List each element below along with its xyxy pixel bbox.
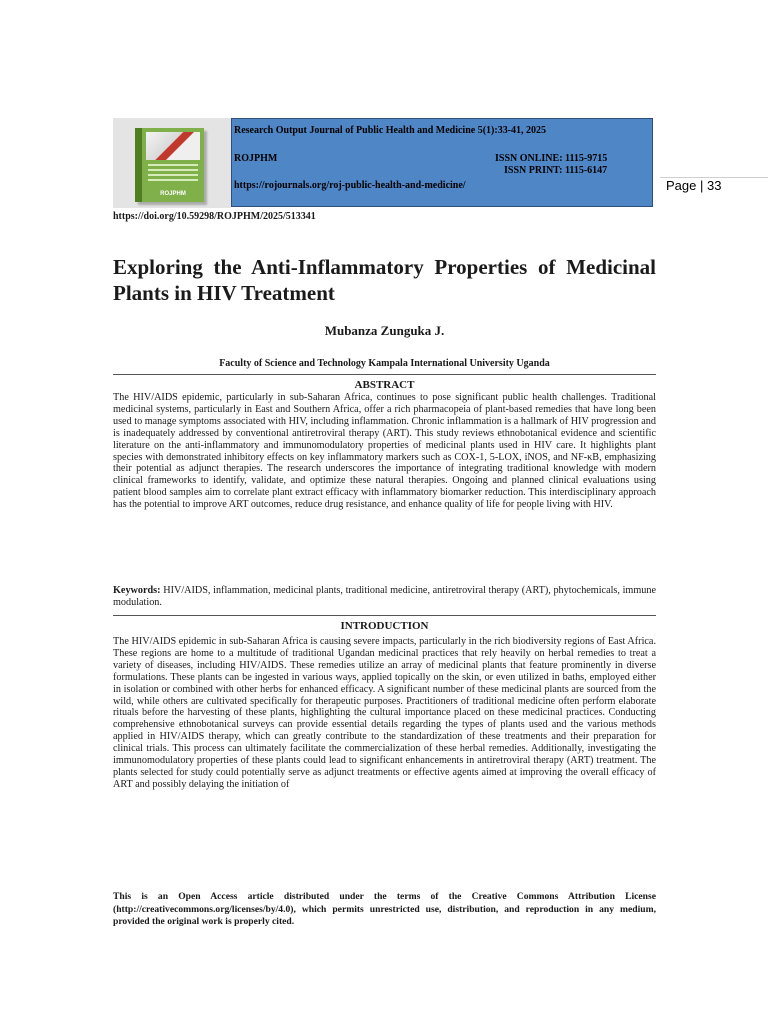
cover-artwork <box>146 132 200 160</box>
article-title: Exploring the Anti-Inflammatory Properties of Medicinal Plants in HIV Treatment <box>113 255 656 305</box>
author-name: Mubanza Zunguka J. <box>324 323 445 338</box>
journal-header-box <box>231 118 653 207</box>
keywords <box>113 585 656 609</box>
license-notice: This is an Open Access article distributed under the terms of the Creative Commons Attribution License (http://creativecommons.org/licenses/by/4.0), which permits unrestricted use, distribution, and reproduction in any medium, provided the original work is properly cited. <box>113 891 656 927</box>
issn-print: ISSN PRINT: 1115-6147 <box>504 165 608 176</box>
journal-url-link[interactable]: https://rojournals.org/roj-public-health-and-medicine/ <box>234 180 466 191</box>
cover-title-lines <box>148 164 198 184</box>
journal-abbreviation: ROJPHM <box>234 153 278 164</box>
doi-link[interactable]: https://doi.org/10.59298/ROJPHM/2025/513341 <box>113 211 316 222</box>
keywords-list: HIV/AIDS, inflammation, medicinal plants, traditional medicine, antiretroviral therapy (ART), phytochemicals, immune modulation. <box>113 585 656 608</box>
abstract-top-rule <box>113 374 656 375</box>
introduction-text: The HIV/AIDS epidemic in sub-Saharan Africa is causing severe impacts, particularly in the rich biodiversity regions of East Africa. These regions are home to a multitude of traditional Ugandan medicinal practices that rely heavily on herbal remedies to treat a variety of diseases, including HIV/AIDS. These remedies utilize an array of medicinal plants that feature prominently in diverse formulations. These plants can be ingested in various ways, applied topically on the skin, or even utilized in baths, employed either in isolation or combined with other herbs for enhanced efficacy. A significant number of these medicinal plants are sourced from the wild, while others are cultivated specifically for therapeutic purposes. Practitioners of traditional medicine often perform elaborate rituals before the harvesting of these plants, highlighting the cultural importance placed on these medicinal practices. Conducting comprehensive ethnobotanical surveys can provide essential details regarding the types of plants used and the various methods applied in HIV/AIDS therapy, which can greatly contribute to the standardization of these treatments and their preparation for clinical trials. This process can ultimately facilitate the commercialization of these herbal remedies. Additionally, investigating the immunomodulatory properties of these plants could lead to significant enhancements in antiretroviral therapy (ART) treatment. The plants selected for study could potentially serve as adjunct treatments or effective agents aimed at improving the overall efficacy of ART and possibly delaying the initiation of <box>113 636 656 790</box>
keywords-label: Keywords: <box>113 585 161 596</box>
journal-book-illustration <box>135 128 204 202</box>
journal-citation: Research Output Journal of Public Health and Medicine 5(1):33-41, 2025 <box>234 125 547 136</box>
author-affiliation: Faculty of Science and Technology Kampala International University Uganda <box>219 358 550 369</box>
page-number: Page | 33 <box>666 178 722 193</box>
cover-logo: ROJPHM <box>160 191 186 197</box>
issn-online: ISSN ONLINE: 1115-9715 <box>495 153 608 164</box>
abstract-text: The HIV/AIDS epidemic, particularly in sub-Saharan Africa, continues to pose significant public health challenges. Traditional medicinal systems, particularly in East and Southern Africa, offer a rich pharmacopeia of plant-based remedies that have long been used to manage symptoms associated with HIV, including inflammation. Chronic inflammation is a hallmark of HIV progression and is inadequately addressed by conventional antiretroviral therapy (ART). This study reviews ethnobotanical evidence and scientific literature on the anti-inflammatory and immunomodulatory properties of medicinal plants used in HIV care. It highlights plant species with demonstrated inhibitory effects on key inflammatory markers such as COX-1, 5-LOX, iNOS, and NF-κB, emphasizing their potential as adjunct therapies. The research underscores the importance of integrating traditional knowledge with modern clinical frameworks to identify, validate, and optimize these natural therapies. Ongoing and planned clinical evaluations using patient blood samples aim to correlate plant extract efficacy with inflammatory biomarker reduction. This interdisciplinary approach has the potential to improve ART outcomes, reduce drug resistance, and enhance quality of life for people living with HIV. <box>113 392 656 511</box>
introduction-top-rule <box>113 615 656 616</box>
journal-cover-image <box>113 118 231 208</box>
introduction-heading: INTRODUCTION <box>340 620 429 632</box>
abstract-heading: ABSTRACT <box>354 379 415 391</box>
